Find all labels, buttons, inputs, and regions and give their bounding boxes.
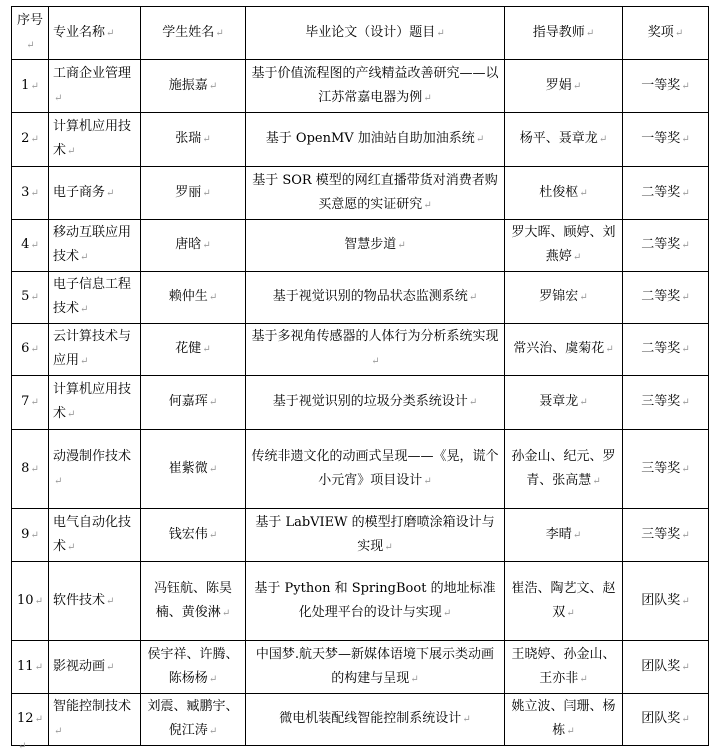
cell-text: 中国梦.航天梦—新媒体语境下展示类动画的构建与呈现: [255, 646, 495, 686]
cell-title: [246, 562, 505, 641]
paragraph-mark: ↵: [579, 673, 588, 685]
cell-text: 张瑞: [175, 131, 202, 146]
cell-text: 基于 LabVIEW 的模型打磨喷涂箱设计与实现: [255, 514, 495, 554]
cell-title: [246, 641, 505, 694]
paragraph-mark: ↵: [475, 134, 485, 145]
cell-advisor: [505, 272, 623, 324]
cell-text: 智能控制技术: [53, 699, 132, 714]
paragraph-mark: ↵: [468, 397, 478, 408]
cell-text: 团队奖: [641, 711, 681, 726]
cell-text: 智慧步道: [344, 237, 397, 252]
paragraph-mark: ↵: [67, 541, 76, 553]
cell-text: 计算机应用技术: [53, 119, 132, 158]
header-student: 学生姓名↵: [141, 7, 246, 60]
paragraph-mark: ↵: [30, 80, 39, 92]
header-advisor: 指导教师↵: [505, 7, 623, 60]
cell-advisor: [505, 562, 623, 641]
cell-award: [623, 509, 709, 562]
header-award: 奖项↵: [623, 7, 709, 60]
paragraph-mark: ↵: [208, 80, 218, 92]
cell-advisor: [505, 641, 623, 694]
paragraph-mark: ↵: [30, 240, 39, 251]
paragraph-mark: ↵: [34, 595, 43, 607]
header-index: 序号↵: [12, 7, 49, 60]
cell-title: [246, 694, 505, 746]
cell-award: [623, 376, 709, 430]
cell-major: [49, 220, 141, 272]
paragraph-mark: ↵: [442, 607, 452, 619]
paragraph-mark: ↵: [106, 187, 115, 199]
cell-text: 8: [21, 460, 30, 476]
cell-title: [246, 430, 505, 509]
paragraph-mark: ↵: [681, 292, 690, 303]
cell-advisor: [505, 60, 623, 113]
cell-award: [623, 167, 709, 220]
cell-text: 5: [21, 289, 30, 304]
cell-title: [246, 60, 505, 113]
paragraph-mark: ↵: [202, 344, 211, 355]
cell-student: [141, 324, 246, 376]
cell-student: [141, 641, 246, 694]
paragraph-mark: ↵: [681, 661, 690, 673]
cell-text: 二等奖: [641, 184, 681, 200]
cell-text: 杜俊枢: [539, 184, 579, 200]
cell-text: 基于 OpenMV 加油站自助加油系统: [265, 131, 475, 146]
paragraph-mark: ↵: [579, 397, 588, 408]
cell-index: [12, 220, 49, 272]
paragraph-mark: ↵: [202, 134, 211, 145]
cell-index: [12, 562, 49, 641]
table-row: [12, 694, 709, 746]
table-row: [12, 509, 709, 562]
cell-text: 软件技术: [53, 592, 106, 608]
table-row: [12, 272, 709, 324]
cell-award: [623, 430, 709, 509]
cell-text: 唐晗: [175, 237, 202, 252]
cell-text: 崔浩、陶艺文、赵双: [511, 580, 616, 620]
cell-award: [623, 324, 709, 376]
paragraph-mark: ↵: [681, 714, 690, 725]
paragraph-mark: ↵: [30, 292, 39, 303]
awards-table: [11, 6, 709, 746]
cell-text: 罗锦宏: [539, 289, 579, 304]
cell-text: 电子商务: [53, 184, 106, 200]
cell-text: 影视动画: [53, 658, 106, 674]
paragraph-mark: ↵: [30, 134, 39, 145]
cell-award: [623, 562, 709, 641]
cell-index: [12, 167, 49, 220]
cell-student: [141, 509, 246, 562]
header-row: [12, 7, 709, 60]
cell-award: [623, 113, 709, 167]
table-row: [12, 324, 709, 376]
cell-text: 花健: [175, 341, 202, 356]
cell-advisor: [505, 220, 623, 272]
paragraph-mark: ↵: [106, 661, 115, 673]
cell-text: 动漫制作技术: [53, 448, 132, 464]
cell-student: [141, 113, 246, 167]
paragraph-mark: ↵: [208, 397, 218, 408]
cell-text: 团队奖: [641, 592, 681, 608]
paragraph-mark: ↵: [80, 304, 89, 315]
paragraph-mark: ↵: [410, 673, 419, 685]
cell-text: 团队奖: [641, 658, 681, 674]
paragraph-mark: ↵: [462, 714, 471, 725]
cell-text: 10: [17, 592, 34, 608]
paragraph-mark: ↵: [423, 92, 432, 104]
cell-text: 计算机应用技术: [53, 382, 132, 421]
cell-student: [141, 430, 246, 509]
paragraph-mark: ↵: [208, 673, 218, 685]
cell-text: 移动互联应用技术: [53, 225, 132, 264]
cell-text: 冯钰航、陈昊楠、黄俊淋: [153, 580, 232, 620]
paragraph-mark: ↵: [54, 726, 63, 737]
cell-text: 4: [21, 237, 30, 252]
paragraph-mark: ↵: [208, 529, 218, 541]
cell-student: [141, 694, 246, 746]
cell-text: 常兴治、虞菊花: [513, 341, 605, 356]
cell-text: 孙金山、纪元、罗青、张高慧: [511, 448, 616, 488]
cell-title: [246, 509, 505, 562]
table-row: [12, 220, 709, 272]
cell-text: 电气自动化技术: [53, 514, 132, 554]
table-row: [12, 430, 709, 509]
cell-text: 基于 SOR 模型的网红直播带货对消费者购买意愿的实证研究: [252, 172, 498, 212]
paragraph-mark: ↵: [221, 607, 231, 619]
cell-text: 三等奖: [641, 394, 681, 409]
cell-student: [141, 376, 246, 430]
cell-text: 二等奖: [641, 289, 681, 304]
cell-text: 侯宇祥、许腾、陈杨杨: [147, 646, 239, 686]
cell-text: 微电机装配线智能控制系统设计: [279, 711, 462, 726]
cell-text: 3: [21, 184, 30, 200]
paragraph-mark: ↵: [67, 409, 76, 420]
cell-text: 基于视觉识别的垃圾分类系统设计: [272, 394, 468, 409]
cell-student: [141, 167, 246, 220]
paragraph-mark: ↵: [67, 146, 76, 157]
paragraph-mark: ↵: [681, 80, 690, 92]
paragraph-mark: ↵: [208, 726, 218, 737]
header-major: 专业名称↵: [49, 7, 141, 60]
paragraph-mark: ↵: [202, 240, 211, 251]
cell-text: 工商企业管理: [53, 65, 132, 81]
paragraph-mark: ↵: [681, 463, 690, 475]
table-row: [12, 562, 709, 641]
table-row: [12, 167, 709, 220]
cell-advisor: [505, 430, 623, 509]
cell-title: [246, 113, 505, 167]
cell-index: [12, 641, 49, 694]
cell-advisor: [505, 509, 623, 562]
cell-award: [623, 220, 709, 272]
cell-text: 12: [17, 711, 34, 726]
cell-major: [49, 324, 141, 376]
paragraph-mark: ↵: [681, 595, 690, 607]
cell-award: [623, 694, 709, 746]
cell-major: [49, 113, 141, 167]
paragraph-mark: ↵: [30, 397, 39, 408]
paragraph-mark: ↵: [566, 726, 575, 737]
header-title: 毕业论文（设计）题目↵: [246, 7, 505, 60]
cell-text: 6: [21, 341, 30, 356]
cell-text: 基于 Python 和 SpringBoot 的地址标准化处理平台的设计与实现: [254, 580, 496, 620]
paragraph-mark: ↵: [202, 187, 211, 199]
cell-index: [12, 430, 49, 509]
paragraph-mark: ↵: [592, 475, 601, 487]
cell-title: [246, 324, 505, 376]
cell-text: 王晓婷、孙金山、王亦非: [511, 646, 616, 686]
paragraph-mark: ↵: [30, 529, 39, 541]
paragraph-mark: ↵: [34, 714, 43, 725]
cell-text: 云计算技术与应用: [53, 329, 132, 368]
cell-award: [623, 641, 709, 694]
paragraph-mark: ↵: [681, 240, 690, 251]
cell-text: 电子信息工程技术: [53, 277, 132, 316]
cell-index: [12, 113, 49, 167]
cell-award: [623, 60, 709, 113]
cell-text: 11: [17, 658, 34, 674]
table-row: [12, 60, 709, 113]
cell-index: [12, 376, 49, 430]
cell-award: [623, 272, 709, 324]
paragraph-mark: ↵: [579, 292, 588, 303]
cell-text: 李晴: [545, 526, 572, 542]
cell-advisor: [505, 694, 623, 746]
cell-text: 9: [21, 526, 30, 542]
cell-text: 罗大晖、顾婷、刘燕婷: [511, 225, 616, 264]
cell-index: [12, 60, 49, 113]
paragraph-mark: ↵: [371, 356, 380, 367]
paragraph-mark: ↵: [572, 80, 582, 92]
cell-advisor: [505, 167, 623, 220]
paragraph-mark: ↵: [30, 187, 39, 199]
cell-advisor: [505, 324, 623, 376]
paragraph-mark: ↵: [605, 344, 614, 355]
cell-text: 传统非遗文化的动画式呈现——《晃，谎个小元宵》项目设计: [251, 448, 499, 488]
cell-text: 基于价值流程图的产线精益改善研究——以江苏常嘉电器为例: [251, 65, 499, 105]
paragraph-mark: ↵: [397, 240, 406, 251]
cell-title: [246, 376, 505, 430]
cell-major: [49, 272, 141, 324]
paragraph-mark: ↵: [572, 252, 582, 263]
cell-text: 2: [21, 131, 30, 146]
cell-title: [246, 272, 505, 324]
cell-text: 姚立波、闫珊、杨栋: [511, 699, 616, 738]
paragraph-mark: ↵: [80, 356, 89, 367]
cell-advisor: [505, 113, 623, 167]
table-row: [12, 641, 709, 694]
cell-text: 1: [21, 77, 30, 93]
paragraph-mark: ↵: [681, 529, 690, 541]
paragraph-mark: ↵: [106, 595, 115, 607]
cell-text: 基于视觉识别的物品状态监测系统: [272, 289, 468, 304]
cell-text: 何嘉珲: [168, 394, 208, 409]
cell-student: [141, 562, 246, 641]
cell-title: [246, 167, 505, 220]
cell-text: 二等奖: [641, 341, 681, 356]
table-row: [12, 376, 709, 430]
paragraph-mark: ↵: [208, 463, 218, 475]
cell-major: [49, 430, 141, 509]
cell-text: 赖仲生: [168, 289, 208, 304]
cell-text: 罗丽: [175, 184, 202, 200]
cell-student: [141, 272, 246, 324]
cell-major: [49, 641, 141, 694]
cell-text: 基于多视角传感器的人体行为分析系统实现: [251, 329, 499, 344]
cell-text: 崔紫微: [168, 460, 208, 476]
paragraph-mark: ↵: [681, 187, 690, 199]
cell-index: [12, 509, 49, 562]
paragraph-mark: ↵: [423, 199, 432, 211]
paragraph-mark: ↵: [681, 344, 690, 355]
cell-text: 钱宏伟: [168, 526, 208, 542]
cell-text: 三等奖: [641, 526, 681, 542]
cell-text: 二等奖: [641, 237, 681, 252]
cell-major: [49, 509, 141, 562]
cell-index: [12, 694, 49, 746]
table-body: [12, 60, 709, 746]
paragraph-mark: ↵: [423, 475, 432, 487]
paragraph-mark: ↵: [18, 741, 27, 752]
paragraph-mark: ↵: [30, 463, 39, 475]
cell-text: 一等奖: [641, 77, 681, 93]
cell-major: [49, 562, 141, 641]
paragraph-mark: ↵: [384, 541, 393, 553]
paragraph-mark: ↵: [208, 292, 218, 303]
cell-student: [141, 220, 246, 272]
cell-index: [12, 324, 49, 376]
cell-major: [49, 167, 141, 220]
cell-major: [49, 376, 141, 430]
paragraph-mark: ↵: [468, 292, 478, 303]
paragraph-mark: ↵: [566, 607, 575, 619]
cell-title: [246, 220, 505, 272]
cell-text: 7: [21, 394, 30, 409]
cell-advisor: [505, 376, 623, 430]
paragraph-mark: ↵: [681, 134, 690, 145]
cell-text: 罗娟: [545, 77, 572, 93]
table-row: [12, 113, 709, 167]
paragraph-mark: ↵: [34, 661, 43, 673]
cell-text: 聂章龙: [539, 394, 579, 409]
cell-major: [49, 60, 141, 113]
cell-index: [12, 272, 49, 324]
paragraph-mark: ↵: [30, 344, 39, 355]
cell-text: 一等奖: [641, 131, 681, 146]
paragraph-mark: ↵: [681, 397, 690, 408]
cell-text: 刘震、臧鹏宇、倪江涛: [147, 699, 239, 738]
cell-text: 三等奖: [641, 460, 681, 476]
paragraph-mark: ↵: [54, 92, 63, 104]
cell-major: [49, 694, 141, 746]
cell-text: 杨平、聂章龙: [519, 131, 598, 146]
paragraph-mark: ↵: [579, 187, 588, 199]
paragraph-mark: ↵: [598, 134, 608, 145]
paragraph-mark: ↵: [572, 529, 582, 541]
cell-text: 施振嘉: [168, 77, 208, 93]
paragraph-mark: ↵: [54, 475, 63, 487]
cell-student: [141, 60, 246, 113]
paragraph-mark: ↵: [80, 252, 89, 263]
